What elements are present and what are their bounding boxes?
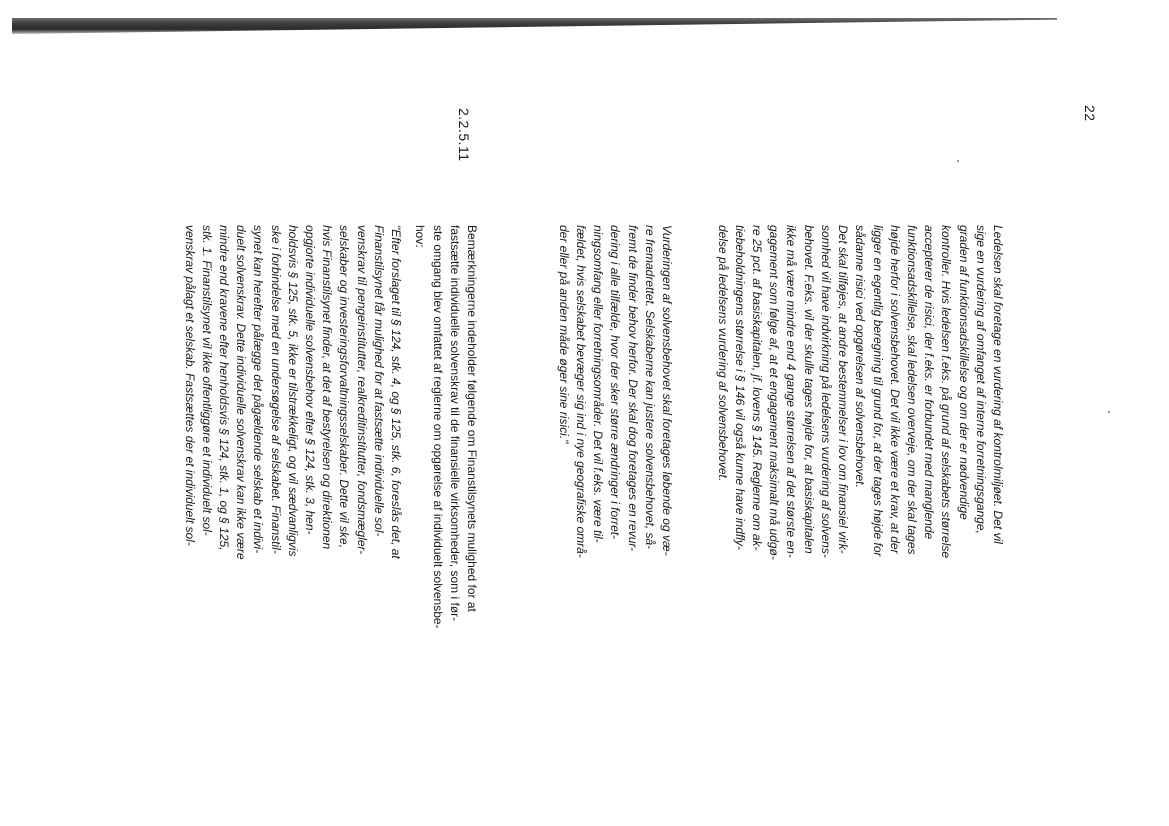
body-paragraph: Bemærkningerne indeholder følgende om Finanstilsynets mulighed for at fastsætte individuelle solvenskrav til de finansielle virksomheder, som i før- ste omgang blev omfattet af reglerne om opgørelse af individuelt solvensbe- hov:: [413, 225, 479, 629]
page-number: 22: [1082, 105, 1098, 122]
quoted-paragraph: "Efter forslaget til § 124, stk. 4, og § 125, stk. 6, foreslås det, at Finanstilsynet får mulighed for at fastsætte individuelle sol- venskrav til pengeinstitutter, realkreditinstitutter, fondsmægler- selskaber og investeringsforvaltningsselskaber. Dette vil ske, hvis Finanstilsynet finder, at det af bestyrelsen og direktionen opgjorte individuelle solvensbehov efter § 124, stk. 3, hen- holdsvis § 125, stk. 5, ikke er tilstrækkeligt, og vil sædvanligvis ske i forbindelse med en undersøgelse af selskabet. Finanstil- synet kan herefter pålægge det pågældende selskab et indivi- duelt solvenskrav. Dette individuelle solvenskrav kan ikke være mindre end kravene efter henholdsvis § 124, stk. 1, og § 125, stk. 1. Finanstilsynet vil ikke offentliggøre et individuelt sol- venskrav pålagt et selskab. Fastsættes der et individuelt sol-: [182, 225, 403, 560]
quoted-paragraph: Ledelsen skal foretage en vurdering af kontrolmiljøet. Det vil sige en vurdering af omfanget af interne forretningsgange, graden af funktionsadskillelse og om der er nødvendige kontroller. Hvis ledelsen f.eks. på grund af selskabets størrelse accepterer de risici, der f.eks. er forbundet med manglende funktionsadskillelse, skal ledelsen overveje, om der skal tages højde herfor i solvensbehovet. Det vil ikke være et krav, at der ligger en egentlig beregning til grund for, at der tages højde for sådanne risici ved opgørelsen af solvensbehovet.: [853, 225, 1005, 559]
quoted-paragraph: Det skal tilføjes, at andre bestemmelser i lov om finansiel virk- somhed vil have indvirkning på ledelsens vurdering af solvens- behovet. F.eks. vil der skulle tages højde for, at basiskapitalen ikke må være mindre end 4 gange størrelsen af det største en- gagement som følge af, at et engagement maksimalt må udgø- re 25 pct. af basiskapitalen, jf. lovens § 145. Reglerne om ak- tiebeholdningens størrelse i § 146 vil også kunne have indfly- delse på ledelsens vurdering af solvensbehovet.: [715, 225, 850, 560]
quoted-paragraph: Vurderingen af solvensbehovet skal foretages løbende og væ- re fremadrettet. Selskaberne kan justere solvensbehovet, så- fremt de finder behov herfor. Der skal dog foretages en revur- dering i alle tilfælde, hvor der sker større ændringer i forret- ningsomfang eller forretningsområder. Det vil f.eks. være til- fældet, hvis selskabet bevæger sig ind i nye geografiske områ- der eller på anden måde øger sine risici.": [556, 225, 674, 558]
section-number: 2.2.5.11: [456, 108, 472, 162]
